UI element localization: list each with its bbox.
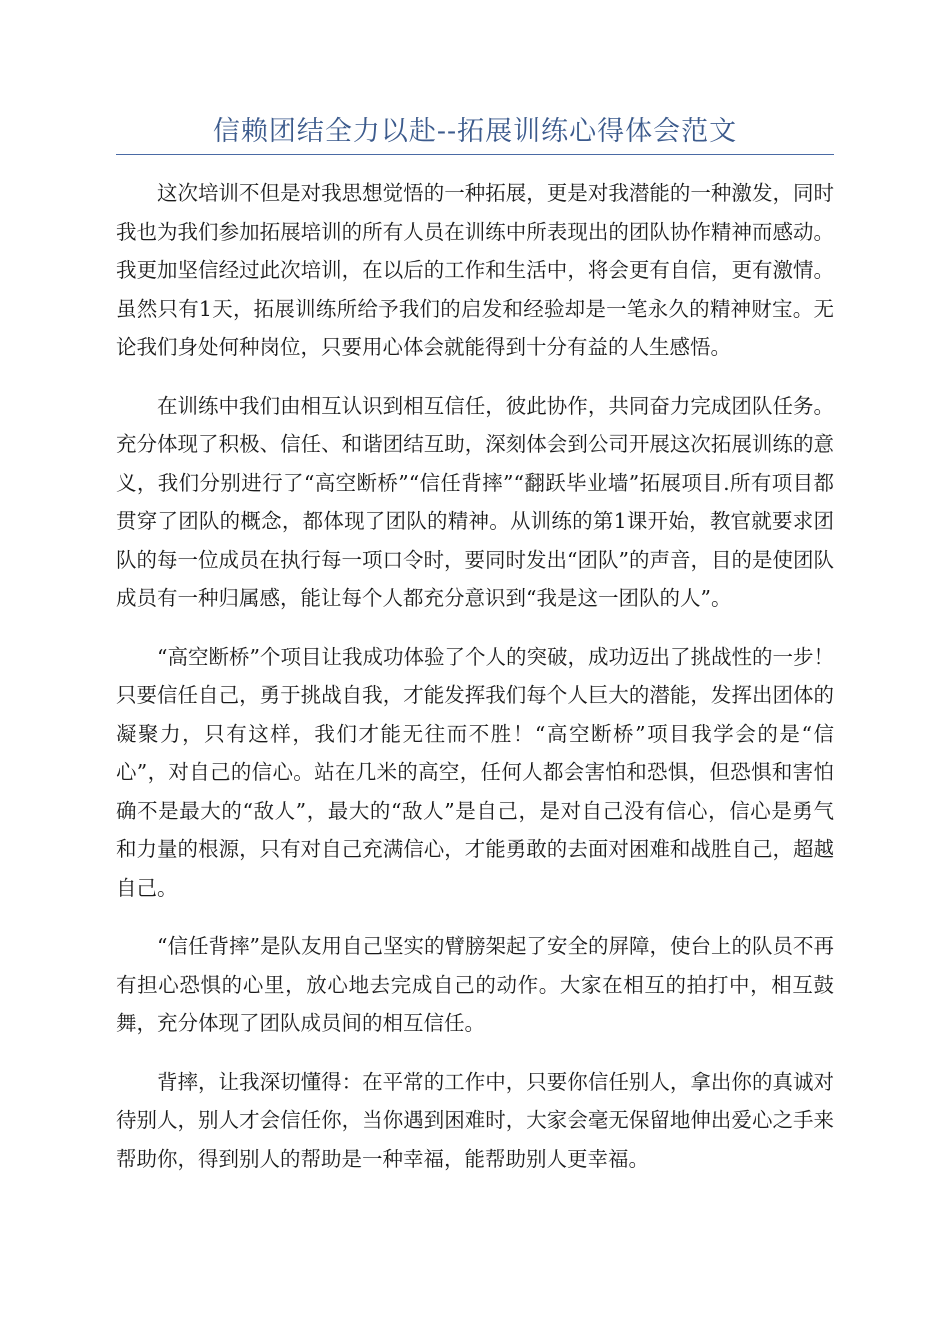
paragraph-4: “信任背摔”是队友用自己坚实的臂膀架起了安全的屏障，使台上的队员不再有担心恐惧的心里，放心地去完成自己的动作。大家在相互的拍打中，相互鼓舞，充分体现了团队成员间的相互信任。 xyxy=(116,934,834,1035)
document-title: 信赖团结全力以赴--拓展训练心得体会范文 xyxy=(212,116,738,147)
paragraph-3: “高空断桥”个项目让我成功体验了个人的突破，成功迈出了挑战性的一步！只要信任自己，勇于挑战自我，才能发挥我们每个人巨大的潜能，发挥出团体的凝聚力，只有这样，我们才能无往而不胜！“高空断桥”项目我学会的是“信心”，对自己的信心。站在几米的高空，任何人都会害怕和恐惧，但恐惧和害怕确不是最大的“敌人”，最大的“敌人”是自己，是对自己没有信心，信心是勇气和力量的根源，只有对自己充满信心，才能勇敢的去面对困难和战胜自己，超越自己。 xyxy=(116,644,834,900)
paragraph-2: 在训练中我们由相互认识到相互信任，彼此协作，共同奋力完成团队任务。充分体现了积极、信任、和谐团结互助，深刻体会到公司开展这次拓展训练的意义，我们分别进行了“高空断桥”“信任背摔”“翻跃毕业墙”拓展项目.所有项目都贯穿了团队的概念，都体现了团队的精神。从训练的第1课开始，教官就要求团队的每一位成员在执行每一项口令时，要同时发出“团队”的声音，目的是使团队成员有一种归属感，能让每个人都充分意识到“我是这一团队的人”。 xyxy=(116,393,834,610)
document-body xyxy=(116,174,834,1198)
title-underline xyxy=(116,154,834,155)
paragraph-5: 背摔，让我深切懂得：在平常的工作中，只要你信任别人，拿出你的真诚对待别人，别人才会信任你，当你遇到困难时，大家会毫无保留地伸出爱心之手来帮助你，得到别人的帮助是一种幸福，能帮助别人更幸福。 xyxy=(116,1069,834,1171)
paragraph-1: 这次培训不但是对我思想觉悟的一种拓展，更是对我潜能的一种激发，同时我也为我们参加拓展培训的所有人员在训练中所表现出的团队协作精神而感动。我更加坚信经过此次培训，在以后的工作和生活中，将会更有自信，更有激情。虽然只有1天，拓展训练所给予我们的启发和经验却是一笔永久的精神财宝。无论我们身处何种岗位，只要用心体会就能得到十分有益的人生感悟。 xyxy=(116,181,834,359)
